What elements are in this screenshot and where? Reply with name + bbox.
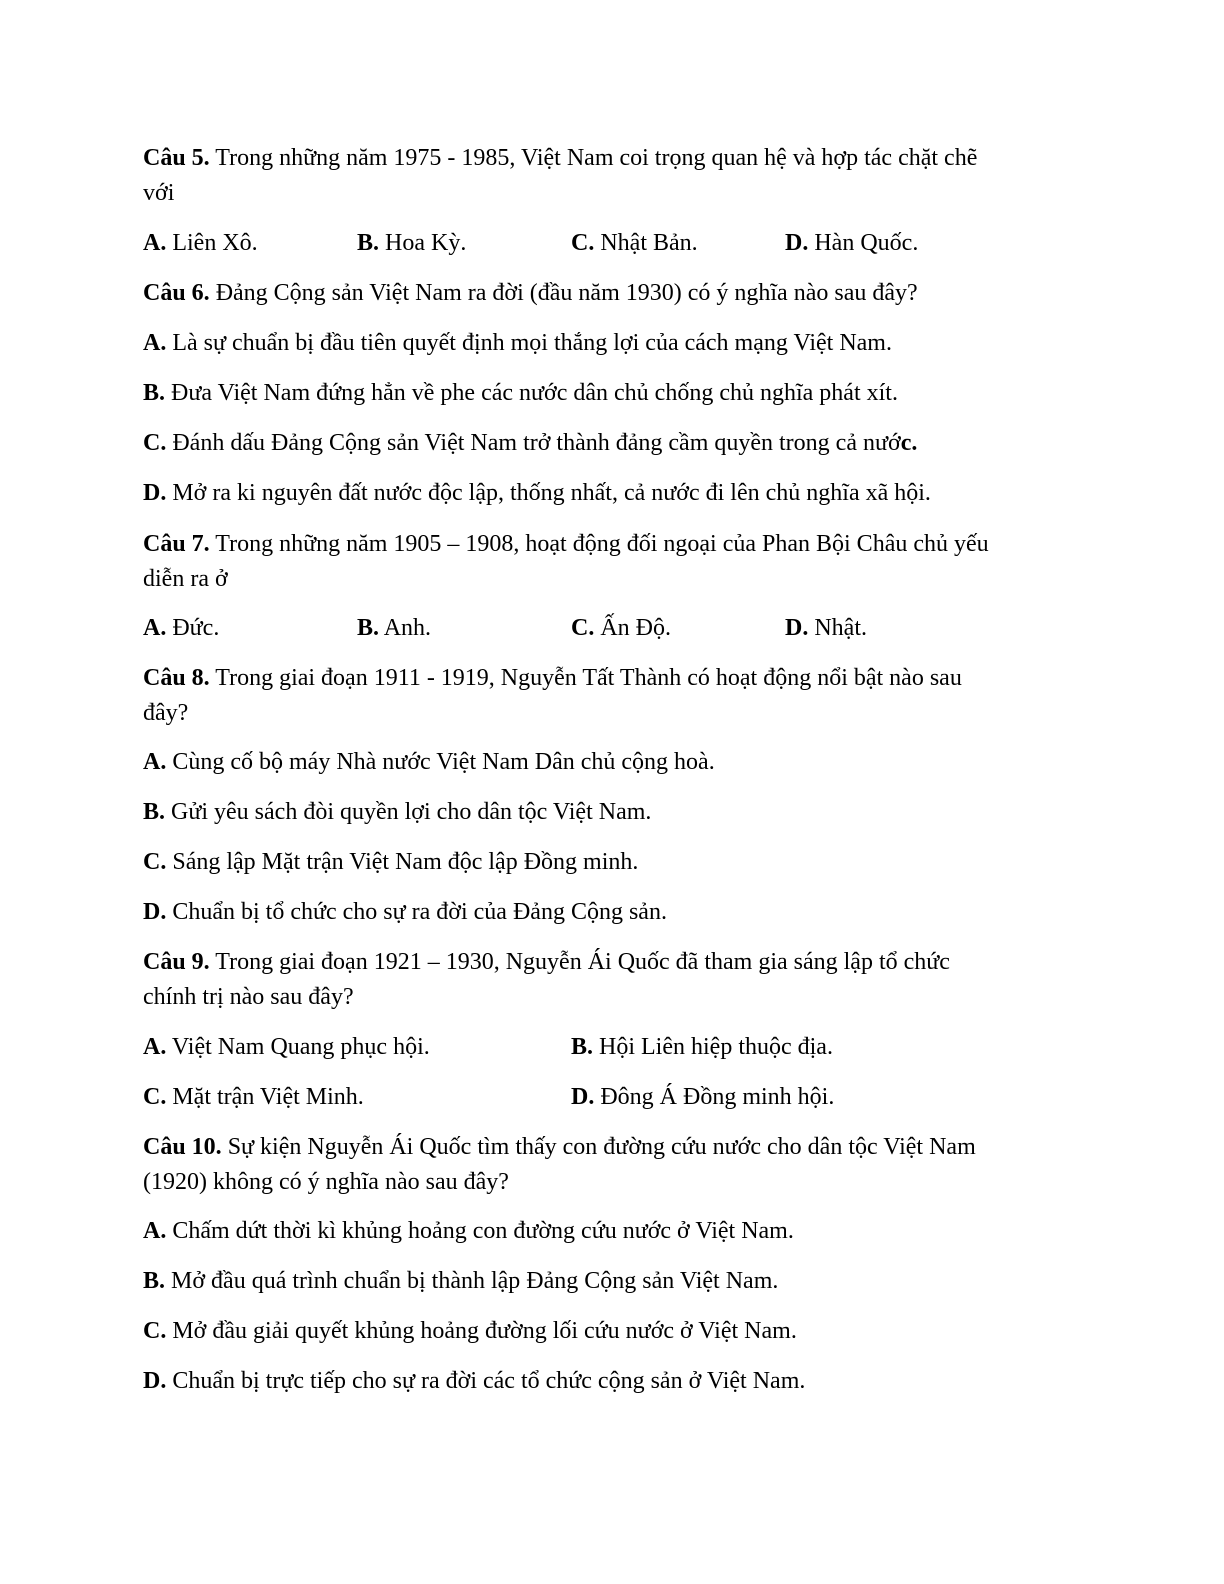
option-text: Gửi yêu sách đòi quyền lợi cho dân tộc Việt Nam. [165,799,652,825]
option-key: B. [571,1034,594,1060]
question-10-option-d [143,1363,805,1399]
option-key: B. [143,380,166,406]
option-key: A. [143,230,167,256]
question-10-text-line1: Sự kiện Nguyễn Ái Quốc tìm thấy con đường cứu nước cho dân tộc Việt Nam [221,1134,976,1160]
option-text: Chuẩn bị trực tiếp cho sự ra đời các tổ chức cộng sản ở Việt Nam. [166,1368,806,1394]
option-text: Mở đầu giải quyết khủng hoảng đường lối cứu nước ở Việt Nam. [166,1318,797,1344]
option-key: D. [785,230,809,256]
question-10-stem [143,1129,976,1165]
option-text: Việt Nam Quang phục hội. [166,1034,430,1060]
option-key: A. [143,1034,167,1060]
question-5-option-c [571,225,698,261]
option-key: C. [143,1084,167,1110]
question-8-option-a [143,744,715,780]
option-text: Sáng lập Mặt trận Việt Nam độc lập Đồng minh. [166,849,639,875]
question-8-option-d [143,894,667,930]
option-key: B. [357,230,380,256]
question-9-text-line1: Trong giai đoạn 1921 – 1930, Nguyễn Ái Quốc đã tham gia sáng lập tổ chức [209,949,950,975]
option-text: Nhật. [808,615,867,641]
question-7-stem [143,526,989,562]
question-9-option-a [143,1029,430,1065]
question-7-text-line1: Trong những năm 1905 – 1908, hoạt động đối ngoại của Phan Bội Châu chủ yếu [209,531,989,557]
question-5-option-a [143,225,258,261]
option-text: Chuẩn bị tổ chức cho sự ra đời của Đảng Cộng sản. [166,899,667,925]
option-text: Cùng cố bộ máy Nhà nước Việt Nam Dân chủ cộng hoà. [166,749,715,775]
option-text: Anh. [379,615,432,641]
question-7-option-d [785,610,867,646]
option-key: C. [571,230,595,256]
option-text: Đưa Việt Nam đứng hẳn về phe các nước dân chủ chống chủ nghĩa phát xít. [165,380,898,406]
question-7-number: Câu 7. [143,531,210,557]
option-text: Liên Xô. [166,230,258,256]
question-10-stem-line2: (1920) không có ý nghĩa nào sau đây? [143,1169,509,1195]
option-text: Mặt trận Việt Minh. [166,1084,364,1110]
question-10-number: Câu 10. [143,1134,222,1160]
question-6-option-d [143,475,931,511]
question-10-option-a [143,1213,794,1249]
question-5-option-d [785,225,918,261]
question-8-stem [143,660,962,696]
option-text: Hội Liên hiệp thuộc địa. [593,1034,833,1060]
option-text: Mở ra ki nguyên đất nước độc lập, thống nhất, cả nước đi lên chủ nghĩa xã hội. [166,480,931,506]
option-key: C. [571,615,595,641]
question-6-option-a [143,325,892,361]
question-5-number: Câu 5. [143,145,210,171]
option-key: D. [571,1084,595,1110]
question-9-option-b [571,1029,833,1065]
question-6-option-b [143,375,898,411]
question-5-text-line1: Trong những năm 1975 - 1985, Việt Nam coi trọng quan hệ và hợp tác chặt chẽ [209,145,978,171]
option-text: Mở đầu quá trình chuẩn bị thành lập Đảng Cộng sản Việt Nam. [165,1268,779,1294]
option-text: Hàn Quốc. [808,230,919,256]
option-key: D. [143,899,167,925]
question-9-option-c [143,1079,364,1115]
question-9-stem [143,944,950,980]
option-text: Là sự chuẩn bị đầu tiên quyết định mọi thắng lợi của cách mạng Việt Nam. [166,330,892,356]
question-7-option-a [143,610,219,646]
question-6-text-line1: Đảng Cộng sản Việt Nam ra đời (đầu năm 1930) có ý nghĩa nào sau đây? [209,280,918,306]
option-text: Nhật Bản. [594,230,698,256]
question-7-option-b [357,610,431,646]
question-8-number: Câu 8. [143,665,210,691]
question-10-option-c [143,1313,797,1349]
question-8-option-b [143,794,651,830]
option-key: C. [143,849,167,875]
question-6-number: Câu 6. [143,280,210,306]
question-9-number: Câu 9. [143,949,210,975]
question-6-option-c [143,425,917,461]
option-key: A. [143,1218,167,1244]
option-text-tail: c. [900,430,918,456]
question-5-stem [143,140,977,176]
option-text: Hoa Kỳ. [379,230,467,256]
option-key: C. [143,1318,167,1344]
option-key: D. [143,1368,167,1394]
option-key: D. [143,480,167,506]
question-7-stem-line2: diễn ra ở [143,566,228,592]
option-text: Đánh dấu Đảng Cộng sản Việt Nam trở thành đảng cầm quyền trong cả nướ [166,430,901,456]
option-key: A. [143,749,167,775]
question-8-stem-line2: đây? [143,700,189,726]
option-text: Đông Á Đồng minh hội. [594,1084,835,1110]
question-7-option-c [571,610,671,646]
question-5-stem-line2: với [143,180,175,206]
option-text: Đức. [166,615,220,641]
option-key: B. [143,1268,166,1294]
question-6-stem [143,275,918,311]
question-8-text-line1: Trong giai đoạn 1911 - 1919, Nguyễn Tất Thành có hoạt động nổi bật nào sau [209,665,962,691]
option-text: Ấn Độ. [594,615,672,641]
question-9-stem-line2: chính trị nào sau đây? [143,984,354,1010]
option-text: Chấm dứt thời kì khủng hoảng con đường cứu nước ở Việt Nam. [166,1218,794,1244]
option-key: A. [143,615,167,641]
option-key: C. [143,430,167,456]
option-key: D. [785,615,809,641]
option-key: B. [357,615,380,641]
question-5-option-b [357,225,466,261]
question-8-option-c [143,844,638,880]
question-10-option-b [143,1263,778,1299]
option-key: B. [143,799,166,825]
option-key: A. [143,330,167,356]
question-9-option-d [571,1079,834,1115]
